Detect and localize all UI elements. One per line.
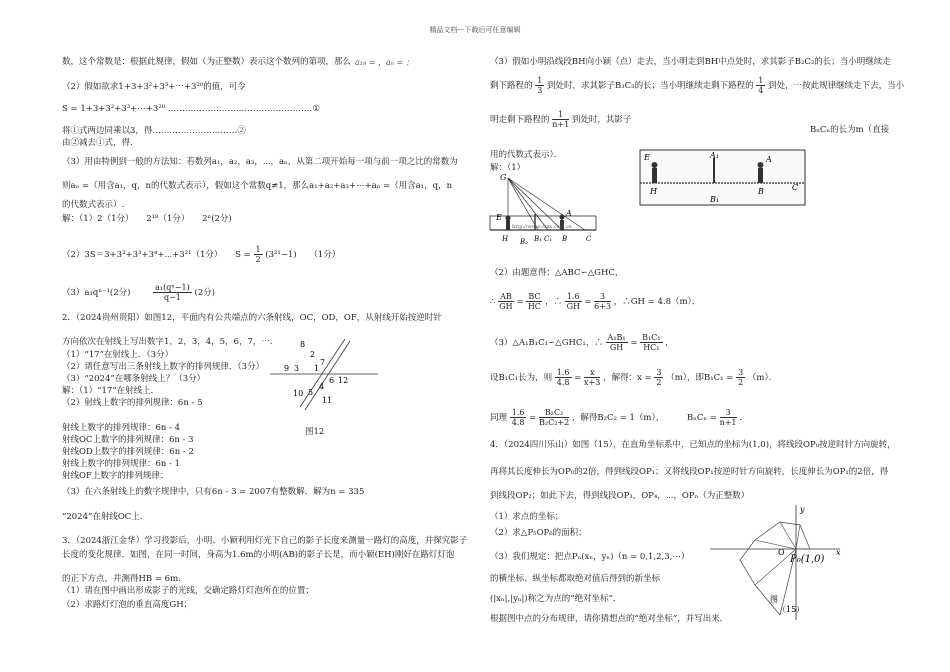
figure-12-number: 5: [308, 388, 314, 397]
page-header: 精品文档---下载后可任意编辑: [429, 26, 521, 34]
text-line: 方向依次在射线上写出数字1，2，3，4，5，6，7，⋯．: [62, 337, 279, 347]
text-line: （1）求点的坐标；: [490, 512, 564, 522]
text-line: 明走剩下路程的 $\frac{1}{n+1}$ 到处时，其影子: [490, 110, 632, 129]
text-line: 再将其长度伸长为OP₀的2倍，得到线段OP₁；又将线段OP₁按逆时针方向旋转，长度伸长为OP₁的2倍，得: [490, 467, 889, 477]
text-line: （2）由题意得：△ABC∽△GHC，: [490, 268, 624, 278]
fig-b-label: A: [566, 209, 572, 218]
text-line: 设B₁C₁长为，则 $\frac{1.6}{4.8}$ = $\frac{x}{x+3}$ ，解得：x = $\frac{3}{2}$ （m），即B₁C₁ = $\frac{3}{2}$ （m）．: [490, 368, 778, 387]
fig15-caption: （15）: [778, 605, 805, 614]
text-line: （2）请任意写出三条射线上数字的排列规律．（3分）: [62, 362, 265, 372]
fig15-label: x: [836, 548, 841, 557]
text-line: 2．（2024贵州贵阳）如图12，平面内有公共端点的六条射线，OC，OD，OF，从射线开始按逆时针: [62, 313, 442, 323]
text-line: （2）3S＝3+3²+3³+3⁴+⋯+3²¹（1分） S = $\frac{1}{2}$ (3²¹−1) （1分）: [62, 245, 341, 264]
text-line: 则aₙ =（用含a₁，q，n的代数式表示），假如这个常数q≠1，那么a₁+a₂+a₃+⋯+aₙ =（用含a₁，q，n: [62, 181, 453, 191]
text-line: 到线段OP₂；如此下去，得到线段OP₃，OP₄，⋯，OPₙ（为正整数）: [490, 491, 750, 501]
text-line: 的代数式表示）.: [62, 200, 125, 210]
text-line: 将①式两边同乘以3，得…………………………②: [62, 126, 246, 136]
figure-15-diagram: [700, 500, 850, 625]
shadow-figure-b: [490, 172, 600, 247]
fig15-label: P₀(1,0): [790, 554, 825, 565]
fig-b-label: B₁: [534, 235, 542, 243]
text-line: 解：（1）2（1分） 2¹⁸（1分） 2ⁿ(2分): [62, 214, 232, 224]
text-line: 解：（1）: [490, 163, 526, 173]
text-line: 根据图中点的分布规律，请你猜想点的“绝对坐标”，并写出来．: [490, 614, 729, 624]
fig-a-label: A: [766, 155, 772, 164]
fig-a-label: C: [792, 183, 799, 192]
figure-12-number: 11: [322, 396, 333, 405]
fig-b-label: B₂: [520, 238, 528, 246]
text-line: 射线OC上数字的排列规律：6n - 3: [62, 435, 194, 445]
figure-12-number: 1: [314, 364, 320, 373]
text-line: 射线OD上数字的排列规律：6n - 2: [62, 447, 194, 457]
figure-12-number: 2: [310, 350, 316, 359]
fig-a-label: A₁: [710, 151, 719, 160]
text-line: （2）求△P₅OP₆的面积；: [490, 528, 587, 538]
text-line: （3）假如小明沿线段BH向小颖（点）走去，当小明走到BH中点处时，求其影子B₂C₂的长；当小明继续走: [490, 57, 891, 67]
text-line: （3）“2024”在哪条射线上？（3分）: [62, 374, 206, 384]
text-line: 射线上数字的排列规律：6n - 1: [62, 459, 181, 469]
fraction: $\frac{1}{2}$: [255, 245, 261, 264]
figure-12-number: 7: [320, 358, 326, 367]
fig-a-label: H: [650, 187, 657, 196]
figure-12-number: 12: [338, 376, 349, 385]
text-line: 4．（2024四川乐山）如图（15），在直角坐标系中，已知点的坐标为(1,0)，将线段OP₀按逆时针方向旋转，: [490, 440, 896, 450]
text-line: S = 1+3+3²+3³+⋯+3²⁰ ……………………………………………①: [62, 104, 320, 114]
figure-12-number: 3: [294, 364, 300, 373]
text-line: （3）在六条射线上的数字规律中，只有6n - 3 = 2007有整数解．解为n = 335: [62, 487, 365, 497]
fig15-label: O: [778, 548, 785, 557]
fig-a-label: E: [644, 153, 650, 162]
fig-a-label: B: [758, 187, 764, 196]
text-line: （3）用由特例到一般的方法知：若数列a₁，a₂，a₃，⋯，aₙ，从第二项开始每一项与前一项之比的常数为: [62, 157, 458, 167]
text-line: （3）△A₁B₁C₁∽△GHC₁，∴ $\frac{\text{A₁B₁}}{GH}$ = $\frac{\text{B₁C₁}}{\text{HC₁}}$ ，: [490, 333, 674, 352]
text-line: （2）求路灯灯泡的垂直高度GH；: [62, 600, 193, 610]
text-line: （1）请在图中画出形成影子的光线，交确定路灯灯泡所在的位置；: [62, 586, 314, 596]
text-line: 解：（1）“17”在射线上．: [62, 386, 160, 396]
shadow-figure-a: [640, 150, 805, 205]
text-line: （3）我们规定：把点Pₙ(xₙ，yₙ)（n = 0,1,2,3,⋯）: [490, 552, 690, 562]
fig-a-label: B₁: [710, 195, 720, 204]
text-line: ∴ $\frac{AB}{GH}$ = $\frac{BC}{HC}$ ，∴ $\frac{1.6}{GH}$ = $\frac{3}{6+3}$ ，∴GH = 4.8（m）．: [490, 292, 701, 311]
text-line: 射线上数字的排列规律：6n - 4: [62, 423, 181, 433]
text-line: （3）a₁qⁿ⁻¹(2分) $\frac{\text{a₁(qⁿ−1)}}{q-1}$ (2分): [62, 283, 215, 302]
fraction: $\frac{1}{4}$: [758, 76, 764, 95]
figure-12-number: 9: [284, 364, 290, 373]
text-line: （1）“17”在射线上．（3分）: [62, 350, 174, 360]
figure-12-number: 10: [293, 389, 304, 398]
fraction: $\frac{1}{3}$: [537, 76, 543, 95]
fig-b-label: B: [562, 235, 568, 243]
text-line: 数，这个常数是：根据此规律，假如（为正整数）表示这个数列的第项，那么: [62, 57, 352, 67]
text-line: 由②减去①式，得.: [62, 138, 133, 148]
text-line: BₙCₙ的长为m（直接: [810, 125, 890, 135]
fig15-caption: 图: [770, 595, 778, 604]
figure-12-caption: 图12: [305, 427, 325, 437]
fig-b-watermark: http://www.czsx.com.cn: [512, 224, 572, 230]
fraction: $\frac{\text{a₁(qⁿ−1)}}{q-1}$: [155, 283, 190, 302]
text-line: 的横坐标、纵坐标都取绝对值后得到的新坐标: [490, 574, 661, 584]
text-line: （2）射线上数字的排列规律：6n - 5: [62, 398, 203, 408]
fig-b-label: H: [502, 235, 509, 243]
text-line: 的正下方点，并测得HB = 6m．: [62, 574, 187, 584]
text-line: 同理 $\frac{1.6}{4.8}$ = $\frac{\text{B₂C₂}}{\text{B₂C₂+2}}$ ，解得B₂C₂ = 1（m）， BₙCₙ = $\frac{3}{n+1}$ ．: [490, 408, 748, 427]
text-line: 长度的变化规律．如图，在同一时间，身高为1.6m的小明(AB)的影子长是，而小颖(EH)刚好在路灯灯泡: [62, 550, 455, 560]
text-line: 用的代数式表示）．: [490, 150, 563, 160]
fig15-label: y: [800, 505, 805, 514]
math-inline: a₁₈ = ，aₙ = ；: [355, 58, 414, 67]
figure-12-number: 4: [319, 382, 325, 391]
fig-b-label: G: [500, 173, 507, 182]
text-line: 射线OF上数字的排列规律：: [62, 471, 169, 481]
text-line: (|xₙ|,|yₙ|)称之为点的“绝对坐标”．: [490, 594, 622, 604]
figure-12-number: 8: [300, 340, 306, 349]
fig-b-label: C₁: [544, 235, 553, 243]
text-line: 3．（2024浙江金华）学习投影后，小明、小颖利用灯光下自己的影子长度来测量一路灯的高度，并探究影子: [62, 536, 468, 546]
figure-12-number: 6: [329, 376, 335, 385]
fig-b-label: E: [496, 213, 502, 222]
fraction: $\frac{1}{n+1}$: [552, 110, 570, 129]
text-line: 剩下路程的 $\frac{1}{3}$ 到处时，求其影子B₃C₃的长；当小明继续走剩下路程的 $\frac{1}{4}$ 到处，⋯按此规律继续走下去，当小: [490, 76, 905, 95]
figure-12-diagram: [270, 335, 380, 415]
text-line: “2024”在射线OC上．: [62, 512, 149, 522]
text-line: （2）假如欲求1+3+3²+3³+⋯+3²⁰的值，可令: [62, 82, 246, 92]
fig-b-label: C: [586, 235, 592, 243]
